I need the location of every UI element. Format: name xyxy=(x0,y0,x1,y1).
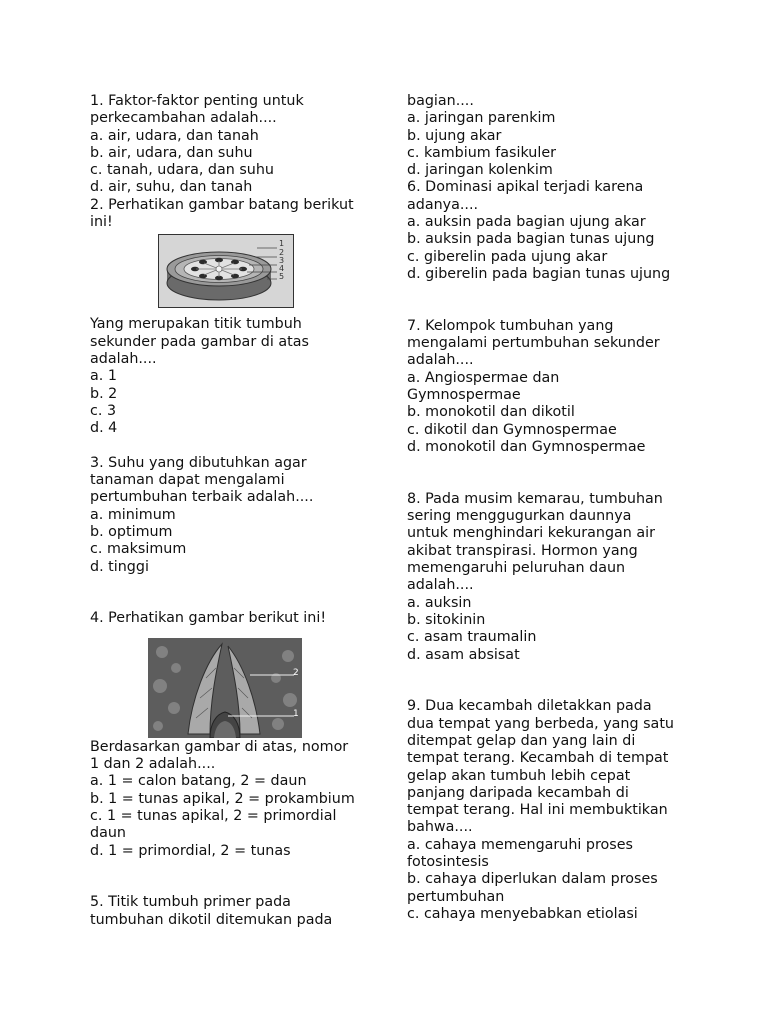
answer-option: c. cahaya menyebabkan etiolasi xyxy=(407,905,638,922)
question-text: 7. Kelompok tumbuhan yang xyxy=(407,317,614,334)
figure-label: 2 xyxy=(293,667,299,678)
answer-option: b. ujung akar xyxy=(407,127,502,144)
question-text: adalah.... xyxy=(90,350,157,367)
answer-option: b. 2 xyxy=(90,385,118,402)
question-text: 1 dan 2 adalah.... xyxy=(90,756,216,773)
question-8 xyxy=(407,491,707,664)
question-text: panjang daripada kecambah di xyxy=(407,784,629,801)
question-text: perkecambahan adalah.... xyxy=(90,110,277,127)
question-9 xyxy=(407,698,707,923)
question-text: 2. Perhatikan gambar batang berikut xyxy=(90,196,354,213)
answer-option: c. dikotil dan Gymnospermae xyxy=(407,421,617,438)
question-text: bahwa.... xyxy=(407,819,473,836)
figure-label: 1 xyxy=(293,708,299,719)
answer-option: c. 1 = tunas apikal, 2 = primordial xyxy=(90,807,337,824)
question-6 xyxy=(407,179,707,283)
figure-label: 4 xyxy=(279,264,285,274)
question-text: tanaman dapat mengalami xyxy=(90,472,285,489)
question-5-continued xyxy=(407,93,707,179)
question-2 xyxy=(90,197,380,438)
answer-option: a. air, udara, dan tanah xyxy=(90,127,259,144)
question-text: adalah.... xyxy=(407,352,474,369)
question-text: mengalami pertumbuhan sekunder xyxy=(407,335,660,352)
answer-option: a. auksin xyxy=(407,594,472,611)
question-text: memengaruhi peluruhan daun xyxy=(407,560,626,577)
figure-label: 2 xyxy=(279,248,285,258)
answer-option: a. minimum xyxy=(90,506,176,523)
answer-option: c. giberelin pada ujung akar xyxy=(407,248,608,265)
question-text: 8. Pada musim kemarau, tumbuhan xyxy=(407,490,663,507)
question-4 xyxy=(90,610,380,859)
question-text: sering menggugurkan daunnya xyxy=(407,508,632,525)
question-text: ini! xyxy=(90,214,113,231)
answer-option: a. jaringan parenkim xyxy=(407,110,556,127)
question-text: tempat terang. Kecambah di tempat xyxy=(407,750,669,767)
question-text: 1. Faktor-faktor penting untuk xyxy=(90,93,304,109)
answer-option: daun xyxy=(90,825,126,842)
answer-option: fotosintesis xyxy=(407,854,489,871)
question-text: tempat terang. Hal ini membuktikan xyxy=(407,802,668,819)
stem-cross-section-figure xyxy=(158,234,294,308)
answer-option: c. tanah, udara, dan suhu xyxy=(90,162,274,179)
question-text: dua tempat yang berbeda, yang satu xyxy=(407,715,674,732)
question-text: 3. Suhu yang dibutuhkan agar xyxy=(90,454,307,471)
question-text: adalah.... xyxy=(407,577,474,594)
answer-option: c. 3 xyxy=(90,402,117,419)
answer-option: b. air, udara, dan suhu xyxy=(90,144,253,161)
question-text: adanya.... xyxy=(407,196,479,213)
shoot-apex-micrograph-figure xyxy=(148,638,302,738)
answer-option: d. monokotil dan Gymnospermae xyxy=(407,438,646,455)
answer-option: b. optimum xyxy=(90,523,173,540)
answer-option: Gymnospermae xyxy=(407,387,521,404)
stem-disc-illustration xyxy=(159,235,293,307)
answer-option: a. auksin pada bagian ujung akar xyxy=(407,214,646,231)
question-text: pertumbuhan terbaik adalah.... xyxy=(90,489,314,506)
answer-option: a. 1 xyxy=(90,368,117,385)
answer-option: b. monokotil dan dikotil xyxy=(407,404,575,421)
answer-option: b. 1 = tunas apikal, 2 = prokambium xyxy=(90,790,355,807)
question-3 xyxy=(90,455,380,576)
left-column xyxy=(90,93,380,929)
question-text: Berdasarkan gambar di atas, nomor xyxy=(90,738,349,755)
answer-option: d. asam absisat xyxy=(407,646,520,663)
shoot-apex-illustration xyxy=(148,638,302,738)
figure-label: 3 xyxy=(279,256,285,266)
question-text: bagian.... xyxy=(407,93,474,109)
question-text: 9. Dua kecambah diletakkan pada xyxy=(407,698,652,715)
question-text: sekunder pada gambar di atas xyxy=(90,333,309,350)
answer-option: d. giberelin pada bagian tunas ujung xyxy=(407,265,671,282)
question-5 xyxy=(90,894,380,929)
figure-label: 1 xyxy=(279,239,285,249)
right-column xyxy=(407,93,707,923)
answer-option: d. 1 = primordial, 2 = tunas xyxy=(90,842,291,859)
question-text: 6. Dominasi apikal terjadi karena xyxy=(407,179,644,196)
answer-option: d. jaringan kolenkim xyxy=(407,162,553,179)
answer-option: b. cahaya diperlukan dalam proses xyxy=(407,871,658,888)
answer-option: c. asam traumalin xyxy=(407,629,537,646)
answer-option: a. 1 = calon batang, 2 = daun xyxy=(90,773,307,790)
question-text: ditempat gelap dan yang lain di xyxy=(407,732,636,749)
answer-option: a. Angiospermae dan xyxy=(407,369,560,386)
answer-option: d. 4 xyxy=(90,420,118,437)
question-7 xyxy=(407,318,707,456)
question-text: Yang merupakan titik tumbuh xyxy=(90,316,302,333)
question-text: gelap akan tumbuh lebih cepat xyxy=(407,767,631,784)
question-text: untuk menghindari kekurangan air xyxy=(407,525,656,542)
answer-option: d. tinggi xyxy=(90,558,149,575)
answer-option: b. sitokinin xyxy=(407,611,486,628)
answer-option: b. auksin pada bagian tunas ujung xyxy=(407,231,655,248)
answer-option: c. kambium fasikuler xyxy=(407,144,557,161)
question-text: akibat transpirasi. Hormon yang xyxy=(407,542,638,559)
question-text: tumbuhan dikotil ditemukan pada xyxy=(90,911,333,928)
answer-option: a. cahaya memengaruhi proses xyxy=(407,836,633,853)
answer-option: c. maksimum xyxy=(90,541,187,558)
question-text: 4. Perhatikan gambar berikut ini! xyxy=(90,610,327,627)
question-1 xyxy=(90,93,380,197)
question-text: 5. Titik tumbuh primer pada xyxy=(90,894,291,911)
answer-option: pertumbuhan xyxy=(407,888,505,905)
answer-option: d. air, suhu, dan tanah xyxy=(90,179,253,196)
figure-label: 5 xyxy=(279,272,285,282)
